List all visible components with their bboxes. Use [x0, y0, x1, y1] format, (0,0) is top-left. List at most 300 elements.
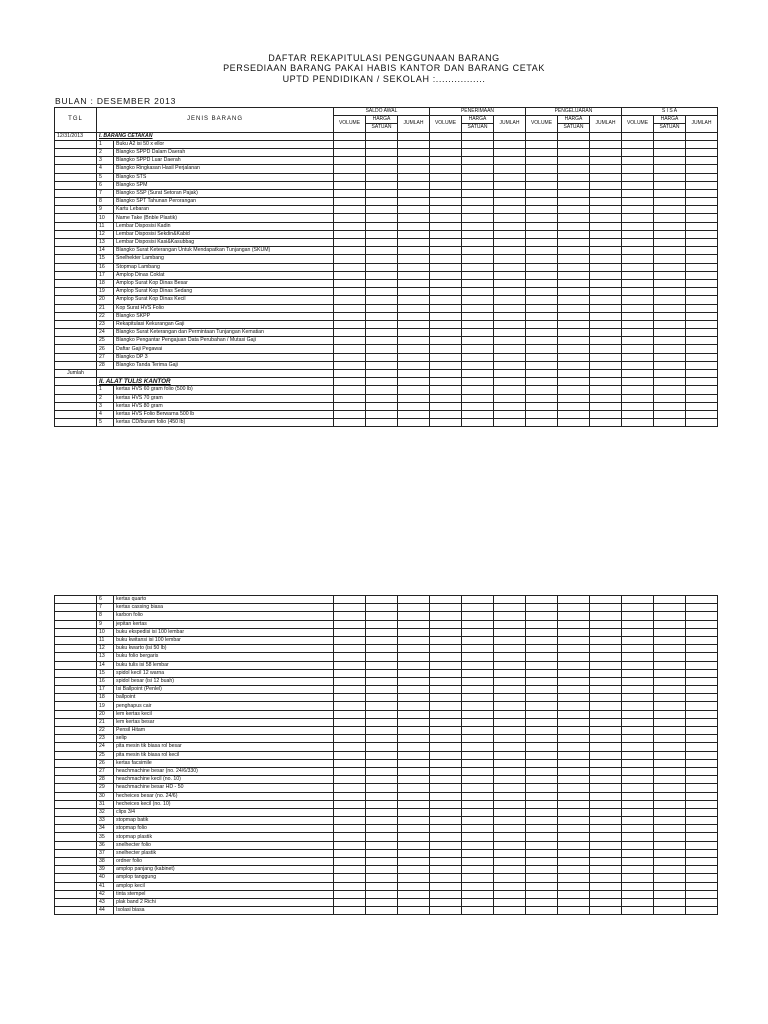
item-name: lem kertas kecil — [114, 710, 334, 718]
value-cell — [558, 792, 590, 800]
value-cell — [686, 800, 718, 808]
date-cell — [55, 808, 97, 816]
value-cell — [590, 230, 622, 238]
item-name: clips 3/4 — [114, 808, 334, 816]
value-cell — [526, 255, 558, 263]
value-cell — [366, 759, 398, 767]
header-harga: HARGA — [654, 116, 686, 124]
value-cell — [334, 612, 366, 620]
value-cell — [526, 817, 558, 825]
value-cell — [558, 386, 590, 394]
value-cell — [462, 727, 494, 735]
value-cell — [526, 402, 558, 410]
value-cell — [558, 849, 590, 857]
value-cell — [334, 312, 366, 320]
value-cell — [622, 751, 654, 759]
value-cell — [686, 296, 718, 304]
value-cell — [398, 874, 430, 882]
value-cell — [622, 345, 654, 353]
value-cell — [366, 239, 398, 247]
value-cell — [494, 222, 526, 230]
date-cell — [55, 702, 97, 710]
value-cell — [334, 866, 366, 874]
value-cell — [430, 165, 462, 173]
item-row — [55, 198, 718, 206]
value-cell — [430, 710, 462, 718]
value-cell — [654, 329, 686, 337]
value-cell — [334, 620, 366, 628]
value-cell — [398, 792, 430, 800]
value-cell — [622, 890, 654, 898]
value-cell — [654, 645, 686, 653]
item-number: 15 — [97, 669, 114, 677]
value-cell — [654, 907, 686, 915]
value-cell — [590, 304, 622, 312]
value-cell — [558, 329, 590, 337]
value-cell — [334, 181, 366, 189]
value-cell — [334, 296, 366, 304]
value-cell — [686, 718, 718, 726]
date-cell — [55, 329, 97, 337]
date-cell — [55, 337, 97, 345]
value-cell — [654, 247, 686, 255]
date-cell — [55, 890, 97, 898]
value-cell — [590, 898, 622, 906]
item-row — [55, 645, 718, 653]
report-title-line-3: UPTD PENDIDIKAN / SEKOLAH :................ — [282, 74, 486, 84]
item-row — [55, 410, 718, 418]
value-cell — [558, 751, 590, 759]
value-cell — [462, 222, 494, 230]
value-cell — [526, 735, 558, 743]
item-name: ballpoint — [114, 694, 334, 702]
value-cell — [366, 907, 398, 915]
value-cell — [558, 677, 590, 685]
value-cell — [622, 165, 654, 173]
value-cell — [462, 230, 494, 238]
value-cell — [334, 882, 366, 890]
value-cell — [558, 189, 590, 197]
value-cell — [622, 882, 654, 890]
value-cell — [462, 661, 494, 669]
value-cell — [494, 677, 526, 685]
item-number: 23 — [97, 735, 114, 743]
value-cell — [494, 165, 526, 173]
value-cell — [494, 710, 526, 718]
value-cell — [686, 247, 718, 255]
value-cell — [526, 907, 558, 915]
item-row — [55, 386, 718, 394]
item-name: Blangko STS — [114, 173, 334, 181]
value-cell — [462, 288, 494, 296]
item-number: 17 — [97, 686, 114, 694]
value-cell — [686, 636, 718, 644]
item-row — [55, 181, 718, 189]
value-cell — [334, 858, 366, 866]
value-cell — [366, 604, 398, 612]
value-cell — [366, 410, 398, 418]
item-number: 1 — [97, 386, 114, 394]
value-cell — [686, 841, 718, 849]
value-cell — [430, 239, 462, 247]
item-name: hecheices kecil (no. 10) — [114, 800, 334, 808]
value-cell — [494, 320, 526, 328]
date-cell — [55, 661, 97, 669]
value-cell — [494, 694, 526, 702]
item-name: Lembar Disposisi Kadin — [114, 222, 334, 230]
value-cell — [686, 874, 718, 882]
value-cell — [334, 817, 366, 825]
value-cell — [366, 686, 398, 694]
date-cell — [55, 189, 97, 197]
item-number: 34 — [97, 825, 114, 833]
value-cell — [686, 271, 718, 279]
value-cell — [686, 645, 718, 653]
value-cell — [462, 320, 494, 328]
item-row — [55, 214, 718, 222]
value-cell — [430, 140, 462, 148]
value-cell — [366, 140, 398, 148]
value-cell — [654, 792, 686, 800]
value-cell — [686, 620, 718, 628]
item-name: ordner folio — [114, 858, 334, 866]
value-cell — [462, 677, 494, 685]
value-cell — [654, 239, 686, 247]
value-cell — [334, 214, 366, 222]
value-cell — [590, 214, 622, 222]
value-cell — [334, 677, 366, 685]
value-cell — [462, 386, 494, 394]
value-cell — [654, 596, 686, 604]
value-cell — [654, 165, 686, 173]
value-cell — [430, 833, 462, 841]
value-cell — [462, 181, 494, 189]
value-cell — [494, 181, 526, 189]
value-cell — [654, 808, 686, 816]
item-row — [55, 596, 718, 604]
value-cell — [366, 263, 398, 271]
value-cell — [494, 230, 526, 238]
date-cell — [55, 800, 97, 808]
value-cell — [334, 148, 366, 156]
value-cell — [590, 173, 622, 181]
item-row — [55, 320, 718, 328]
value-cell — [430, 653, 462, 661]
value-cell — [398, 394, 430, 402]
value-cell — [334, 767, 366, 775]
item-row — [55, 718, 718, 726]
value-cell — [526, 620, 558, 628]
value-cell — [430, 767, 462, 775]
item-row — [55, 247, 718, 255]
date-cell — [55, 620, 97, 628]
value-cell — [494, 198, 526, 206]
value-cell — [366, 419, 398, 427]
value-cell — [494, 636, 526, 644]
value-cell — [462, 410, 494, 418]
value-cell — [654, 157, 686, 165]
item-name: Isi Ballpoint (Penlel) — [114, 686, 334, 694]
value-cell — [654, 817, 686, 825]
value-cell — [590, 784, 622, 792]
item-row — [55, 710, 718, 718]
value-cell — [334, 271, 366, 279]
value-cell — [462, 271, 494, 279]
value-cell — [526, 296, 558, 304]
value-cell — [590, 222, 622, 230]
value-cell — [654, 694, 686, 702]
value-cell — [430, 353, 462, 361]
value-cell — [526, 858, 558, 866]
value-cell — [398, 157, 430, 165]
item-number: 18 — [97, 694, 114, 702]
value-cell — [430, 386, 462, 394]
item-number: 11 — [97, 636, 114, 644]
item-name: stopmap folio — [114, 825, 334, 833]
value-cell — [622, 312, 654, 320]
item-name: kertas HVS Folio Berwarna 500 lb — [114, 410, 334, 418]
value-cell — [430, 198, 462, 206]
item-number: 28 — [97, 361, 114, 369]
value-cell — [398, 882, 430, 890]
value-cell — [494, 263, 526, 271]
value-cell — [654, 189, 686, 197]
value-cell — [334, 206, 366, 214]
value-cell — [686, 312, 718, 320]
value-cell — [590, 808, 622, 816]
value-cell — [558, 727, 590, 735]
date-cell — [55, 645, 97, 653]
item-row — [55, 866, 718, 874]
value-cell — [462, 345, 494, 353]
value-cell — [686, 320, 718, 328]
value-cell — [622, 140, 654, 148]
value-cell — [430, 222, 462, 230]
value-cell — [334, 361, 366, 369]
item-number: 39 — [97, 866, 114, 874]
value-cell — [654, 345, 686, 353]
value-cell — [494, 132, 526, 140]
value-cell — [558, 686, 590, 694]
date-cell — [55, 345, 97, 353]
value-cell — [526, 702, 558, 710]
value-cell — [430, 792, 462, 800]
value-cell — [590, 686, 622, 694]
value-cell — [462, 214, 494, 222]
value-cell — [398, 370, 430, 378]
item-row — [55, 628, 718, 636]
item-row — [55, 808, 718, 816]
item-number: 6 — [97, 596, 114, 604]
value-cell — [494, 751, 526, 759]
date-cell — [55, 776, 97, 784]
value-cell — [686, 604, 718, 612]
value-cell — [430, 620, 462, 628]
header-volume: VOLUME — [526, 116, 558, 132]
value-cell — [398, 759, 430, 767]
value-cell — [462, 833, 494, 841]
value-cell — [366, 206, 398, 214]
report-month: BULAN : DESEMBER 2013 — [55, 96, 177, 106]
item-name: Kop Surat HVS Folio — [114, 304, 334, 312]
value-cell — [334, 353, 366, 361]
value-cell — [622, 907, 654, 915]
date-cell — [55, 410, 97, 418]
value-cell — [686, 206, 718, 214]
value-cell — [526, 157, 558, 165]
date-cell — [55, 320, 97, 328]
value-cell — [622, 833, 654, 841]
item-row — [55, 686, 718, 694]
value-cell — [462, 148, 494, 156]
item-row — [55, 907, 718, 915]
value-cell — [686, 792, 718, 800]
date-cell — [55, 279, 97, 287]
value-cell — [590, 596, 622, 604]
value-cell — [558, 628, 590, 636]
value-cell — [558, 890, 590, 898]
value-cell — [622, 661, 654, 669]
item-number: 25 — [97, 751, 114, 759]
value-cell — [462, 304, 494, 312]
value-cell — [526, 247, 558, 255]
value-cell — [686, 907, 718, 915]
value-cell — [622, 410, 654, 418]
value-cell — [462, 817, 494, 825]
value-cell — [430, 255, 462, 263]
value-cell — [558, 312, 590, 320]
value-cell — [462, 378, 494, 386]
value-cell — [558, 214, 590, 222]
value-cell — [686, 353, 718, 361]
value-cell — [494, 312, 526, 320]
value-cell — [654, 874, 686, 882]
item-name: Amplop Surat Kop Dinas Besar — [114, 279, 334, 287]
value-cell — [430, 189, 462, 197]
value-cell — [686, 263, 718, 271]
value-cell — [526, 394, 558, 402]
value-cell — [654, 620, 686, 628]
value-cell — [526, 312, 558, 320]
header-satuan: SATUAN — [366, 124, 398, 132]
item-name: snelhecter plastik — [114, 849, 334, 857]
item-name: amplop panjang (kabinet) — [114, 866, 334, 874]
value-cell — [686, 239, 718, 247]
value-cell — [526, 694, 558, 702]
date-cell — [55, 255, 97, 263]
item-row — [55, 419, 718, 427]
value-cell — [462, 874, 494, 882]
value-cell — [430, 312, 462, 320]
value-cell — [334, 604, 366, 612]
value-cell — [494, 792, 526, 800]
value-cell — [622, 686, 654, 694]
value-cell — [590, 661, 622, 669]
value-cell — [430, 825, 462, 833]
value-cell — [366, 157, 398, 165]
value-cell — [622, 874, 654, 882]
value-cell — [526, 263, 558, 271]
value-cell — [590, 636, 622, 644]
value-cell — [590, 361, 622, 369]
value-cell — [334, 263, 366, 271]
item-name: amplop kecil — [114, 882, 334, 890]
item-number: 44 — [97, 907, 114, 915]
item-name: karbon folio — [114, 612, 334, 620]
value-cell — [398, 767, 430, 775]
value-cell — [398, 239, 430, 247]
value-cell — [654, 304, 686, 312]
item-row — [55, 604, 718, 612]
value-cell — [334, 702, 366, 710]
value-cell — [334, 874, 366, 882]
value-cell — [590, 849, 622, 857]
value-cell — [590, 702, 622, 710]
date-cell — [55, 833, 97, 841]
value-cell — [526, 825, 558, 833]
value-cell — [366, 612, 398, 620]
value-cell — [526, 271, 558, 279]
value-cell — [398, 214, 430, 222]
value-cell — [430, 882, 462, 890]
value-cell — [686, 157, 718, 165]
date-cell — [55, 353, 97, 361]
value-cell — [590, 628, 622, 636]
value-cell — [398, 677, 430, 685]
value-cell — [398, 206, 430, 214]
value-cell — [398, 402, 430, 410]
value-cell — [430, 800, 462, 808]
value-cell — [558, 296, 590, 304]
value-cell — [334, 825, 366, 833]
value-cell — [398, 907, 430, 915]
value-cell — [494, 817, 526, 825]
item-name: Isolasi biasa — [114, 907, 334, 915]
value-cell — [526, 140, 558, 148]
value-cell — [622, 378, 654, 386]
item-name: kertas cassing biasa — [114, 604, 334, 612]
value-cell — [398, 353, 430, 361]
value-cell — [430, 735, 462, 743]
value-cell — [526, 784, 558, 792]
item-name: Snelhekter Lambang — [114, 255, 334, 263]
jumlah-row — [55, 370, 718, 378]
value-cell — [526, 800, 558, 808]
header-satuan: SATUAN — [654, 124, 686, 132]
value-cell — [590, 645, 622, 653]
value-cell — [494, 702, 526, 710]
date-cell — [55, 173, 97, 181]
date-cell — [55, 419, 97, 427]
value-cell — [558, 841, 590, 849]
value-cell — [686, 386, 718, 394]
value-cell — [686, 288, 718, 296]
value-cell — [686, 214, 718, 222]
value-cell — [366, 304, 398, 312]
item-name: selip — [114, 735, 334, 743]
jumlah-label: Jumlah — [55, 370, 97, 378]
value-cell — [398, 329, 430, 337]
value-cell — [622, 858, 654, 866]
value-cell — [430, 776, 462, 784]
value-cell — [686, 628, 718, 636]
value-cell — [622, 329, 654, 337]
item-row — [55, 751, 718, 759]
value-cell — [654, 612, 686, 620]
value-cell — [366, 743, 398, 751]
value-cell — [462, 694, 494, 702]
value-cell — [686, 882, 718, 890]
